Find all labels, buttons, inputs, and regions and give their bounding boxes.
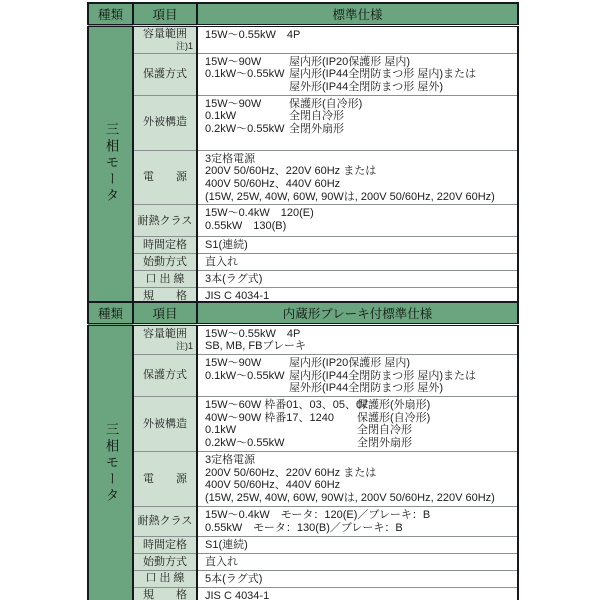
spec-line: 3本(ラグ式) xyxy=(205,273,263,286)
row-protection-type xyxy=(88,53,518,95)
label-cell xyxy=(133,53,197,95)
value-cell xyxy=(197,95,518,150)
spec-line: 15W〜60W 枠番01、03、05、07保護形(外扇形) xyxy=(205,399,431,412)
spec-line: (15W, 25W, 40W, 60W, 90Wは, 200V 50/60Hz, 220V 60Hz) xyxy=(205,492,495,505)
label-cell xyxy=(133,205,197,237)
spec-line: JIS C 4034-1 xyxy=(205,290,270,303)
spec-line: SB, MB, FBブレーキ xyxy=(205,340,307,353)
label-cell xyxy=(133,324,197,354)
spec-line: 400V 50/60Hz、440V 60Hz xyxy=(205,178,341,191)
label-text: 容量範囲 xyxy=(143,328,187,341)
value-cell xyxy=(197,324,518,354)
header-spec: 内蔵形ブレーキ付標準仕様 xyxy=(197,302,518,324)
label-cell xyxy=(133,554,197,571)
label-cell xyxy=(133,537,197,554)
spec-line: 3定格電源 xyxy=(205,152,256,165)
spec-line: (15W, 25W, 40W, 60W, 90Wは, 200V 50/60Hz, 220V 60Hz) xyxy=(205,190,495,203)
spec-line: S1(連続) xyxy=(205,239,248,252)
label-text: 時間定格 xyxy=(143,538,187,551)
label-cell xyxy=(133,25,197,53)
label-cell xyxy=(133,254,197,271)
spec-line: 15W〜0.4kW 120(E) xyxy=(205,207,314,220)
header-kind: 種類 xyxy=(88,3,133,25)
row-power-supply xyxy=(88,150,518,205)
row-time-rating xyxy=(88,537,518,554)
row-lead-wires xyxy=(88,271,518,288)
label-text: 耐熱クラス xyxy=(137,515,193,528)
spec-line: 15W〜90W 屋内形(IP20保護形 屋内) xyxy=(205,55,411,68)
row-power-supply xyxy=(88,452,518,507)
spec-line: 0.1kW〜0.55kW 屋内形(IP44全閉防まつ形 屋内)または xyxy=(205,68,477,81)
spec-line: 0.55kW モータ：130(B)／ブレーキ：B xyxy=(205,521,403,534)
spec-line: JIS C 4034-1 xyxy=(205,589,270,600)
row-time-rating xyxy=(88,237,518,254)
value-cell xyxy=(197,570,518,587)
spec-line: 5本(ラグ式) xyxy=(205,572,263,585)
spec-line: S1(連続) xyxy=(205,539,248,552)
value-cell xyxy=(197,53,518,95)
label-cell xyxy=(133,354,197,396)
header-row xyxy=(88,3,518,25)
label-text: 口 出 線 xyxy=(145,572,185,585)
label-note: 注)1 xyxy=(175,340,193,351)
kind-label: 三相モータ xyxy=(103,122,119,205)
value-cell xyxy=(197,587,518,600)
label-text: 規 格 xyxy=(143,289,187,302)
label-note: 注)1 xyxy=(175,40,193,51)
label-text: 容量範囲 xyxy=(143,28,187,41)
value-cell xyxy=(197,507,518,537)
kind-label: 三相モータ xyxy=(103,421,119,505)
value-cell xyxy=(197,25,518,53)
label-text: 始動方式 xyxy=(143,255,187,268)
row-enclosure xyxy=(88,95,518,150)
label-cell xyxy=(133,150,197,205)
label-text: 規 格 xyxy=(143,589,187,600)
row-standard xyxy=(88,587,518,600)
label-text: 保護方式 xyxy=(143,67,187,80)
label-cell xyxy=(133,507,197,537)
row-lead-wires xyxy=(88,570,518,587)
spec-line: 0.55kW 130(B) xyxy=(205,220,287,233)
value-cell xyxy=(197,254,518,271)
label-cell xyxy=(133,271,197,288)
row-protection-type xyxy=(88,354,518,396)
value-cell xyxy=(197,271,518,288)
spec-line: 0.2kW〜0.55kW 全閉外扇形 xyxy=(205,123,344,136)
header-item: 項目 xyxy=(133,3,197,25)
row-starting-method xyxy=(88,254,518,271)
spec-line: 屋外形(IP44全閉防まつ形 屋外) xyxy=(289,382,444,395)
spec-line: 0.2kW〜0.55kW 全閉外扇形 xyxy=(205,437,412,450)
standard-spec-table xyxy=(87,2,519,306)
spec-line: 0.1kW 全閉自冷形 xyxy=(205,424,412,437)
header-kind: 種類 xyxy=(88,302,133,324)
value-cell xyxy=(197,150,518,205)
label-cell xyxy=(133,570,197,587)
spec-line: 0.1kW〜0.55kW 屋内形(IP44全閉防まつ形 屋内)または xyxy=(205,369,477,382)
kind-cell xyxy=(88,25,133,305)
label-cell xyxy=(133,452,197,507)
spec-line: 15W〜90W 屋内形(IP20保護形 屋内) xyxy=(205,356,411,369)
value-cell xyxy=(197,205,518,237)
spec-line: 15W〜90W 保護形(自冷形) xyxy=(205,97,363,110)
row-starting-method xyxy=(88,554,518,571)
spec-line: 200V 50/60Hz、220V 60Hz または xyxy=(205,466,377,479)
header-spec: 標準仕様 xyxy=(197,3,518,25)
spec-line: 屋外形(IP44全閉防まつ形 屋外) xyxy=(289,80,444,93)
spec-line: 200V 50/60Hz、220V 60Hz または xyxy=(205,165,377,178)
label-text: 口 出 線 xyxy=(145,272,185,285)
spec-line: 15W〜0.55kW 4P xyxy=(205,327,301,340)
spec-line: 15W〜0.55kW 4P xyxy=(205,28,301,41)
label-cell xyxy=(133,587,197,600)
label-cell xyxy=(133,237,197,254)
value-cell xyxy=(197,397,518,452)
spec-line: 直入れ xyxy=(205,256,238,269)
spec-line: 3定格電源 xyxy=(205,454,256,467)
header-row xyxy=(88,302,518,324)
value-cell xyxy=(197,554,518,571)
spec-line: 0.1kW 全閉自冷形 xyxy=(205,110,344,123)
label-text: 外被構造 xyxy=(143,116,187,129)
spec-line: 400V 50/60Hz、440V 60Hz xyxy=(205,479,341,492)
header-item: 項目 xyxy=(133,302,197,324)
kind-cell xyxy=(88,324,133,600)
label-text: 保護方式 xyxy=(143,369,187,382)
row-heat-class xyxy=(88,507,518,537)
label-text: 耐熱クラス xyxy=(137,214,193,227)
row-heat-class xyxy=(88,205,518,237)
spec-line: 直入れ xyxy=(205,556,238,569)
label-text: 始動方式 xyxy=(143,555,187,568)
label-text: 外被構造 xyxy=(143,417,187,430)
spec-line: 15W〜0.4kW モータ：120(E)／ブレーキ：B xyxy=(205,509,431,522)
value-cell xyxy=(197,237,518,254)
label-text: 時間定格 xyxy=(143,239,187,252)
spec-line: 40W〜90W 枠番17、1240 保護形(自冷形) xyxy=(205,411,431,424)
row-enclosure xyxy=(88,397,518,452)
label-text: 電 源 xyxy=(143,472,187,485)
value-cell xyxy=(197,537,518,554)
label-cell xyxy=(133,397,197,452)
label-cell xyxy=(133,95,197,150)
row-capacity-range xyxy=(88,324,518,354)
value-cell xyxy=(197,452,518,507)
label-text: 電 源 xyxy=(143,171,187,184)
value-cell xyxy=(197,354,518,396)
row-capacity-range xyxy=(88,25,518,53)
brake-spec-table xyxy=(87,301,519,600)
